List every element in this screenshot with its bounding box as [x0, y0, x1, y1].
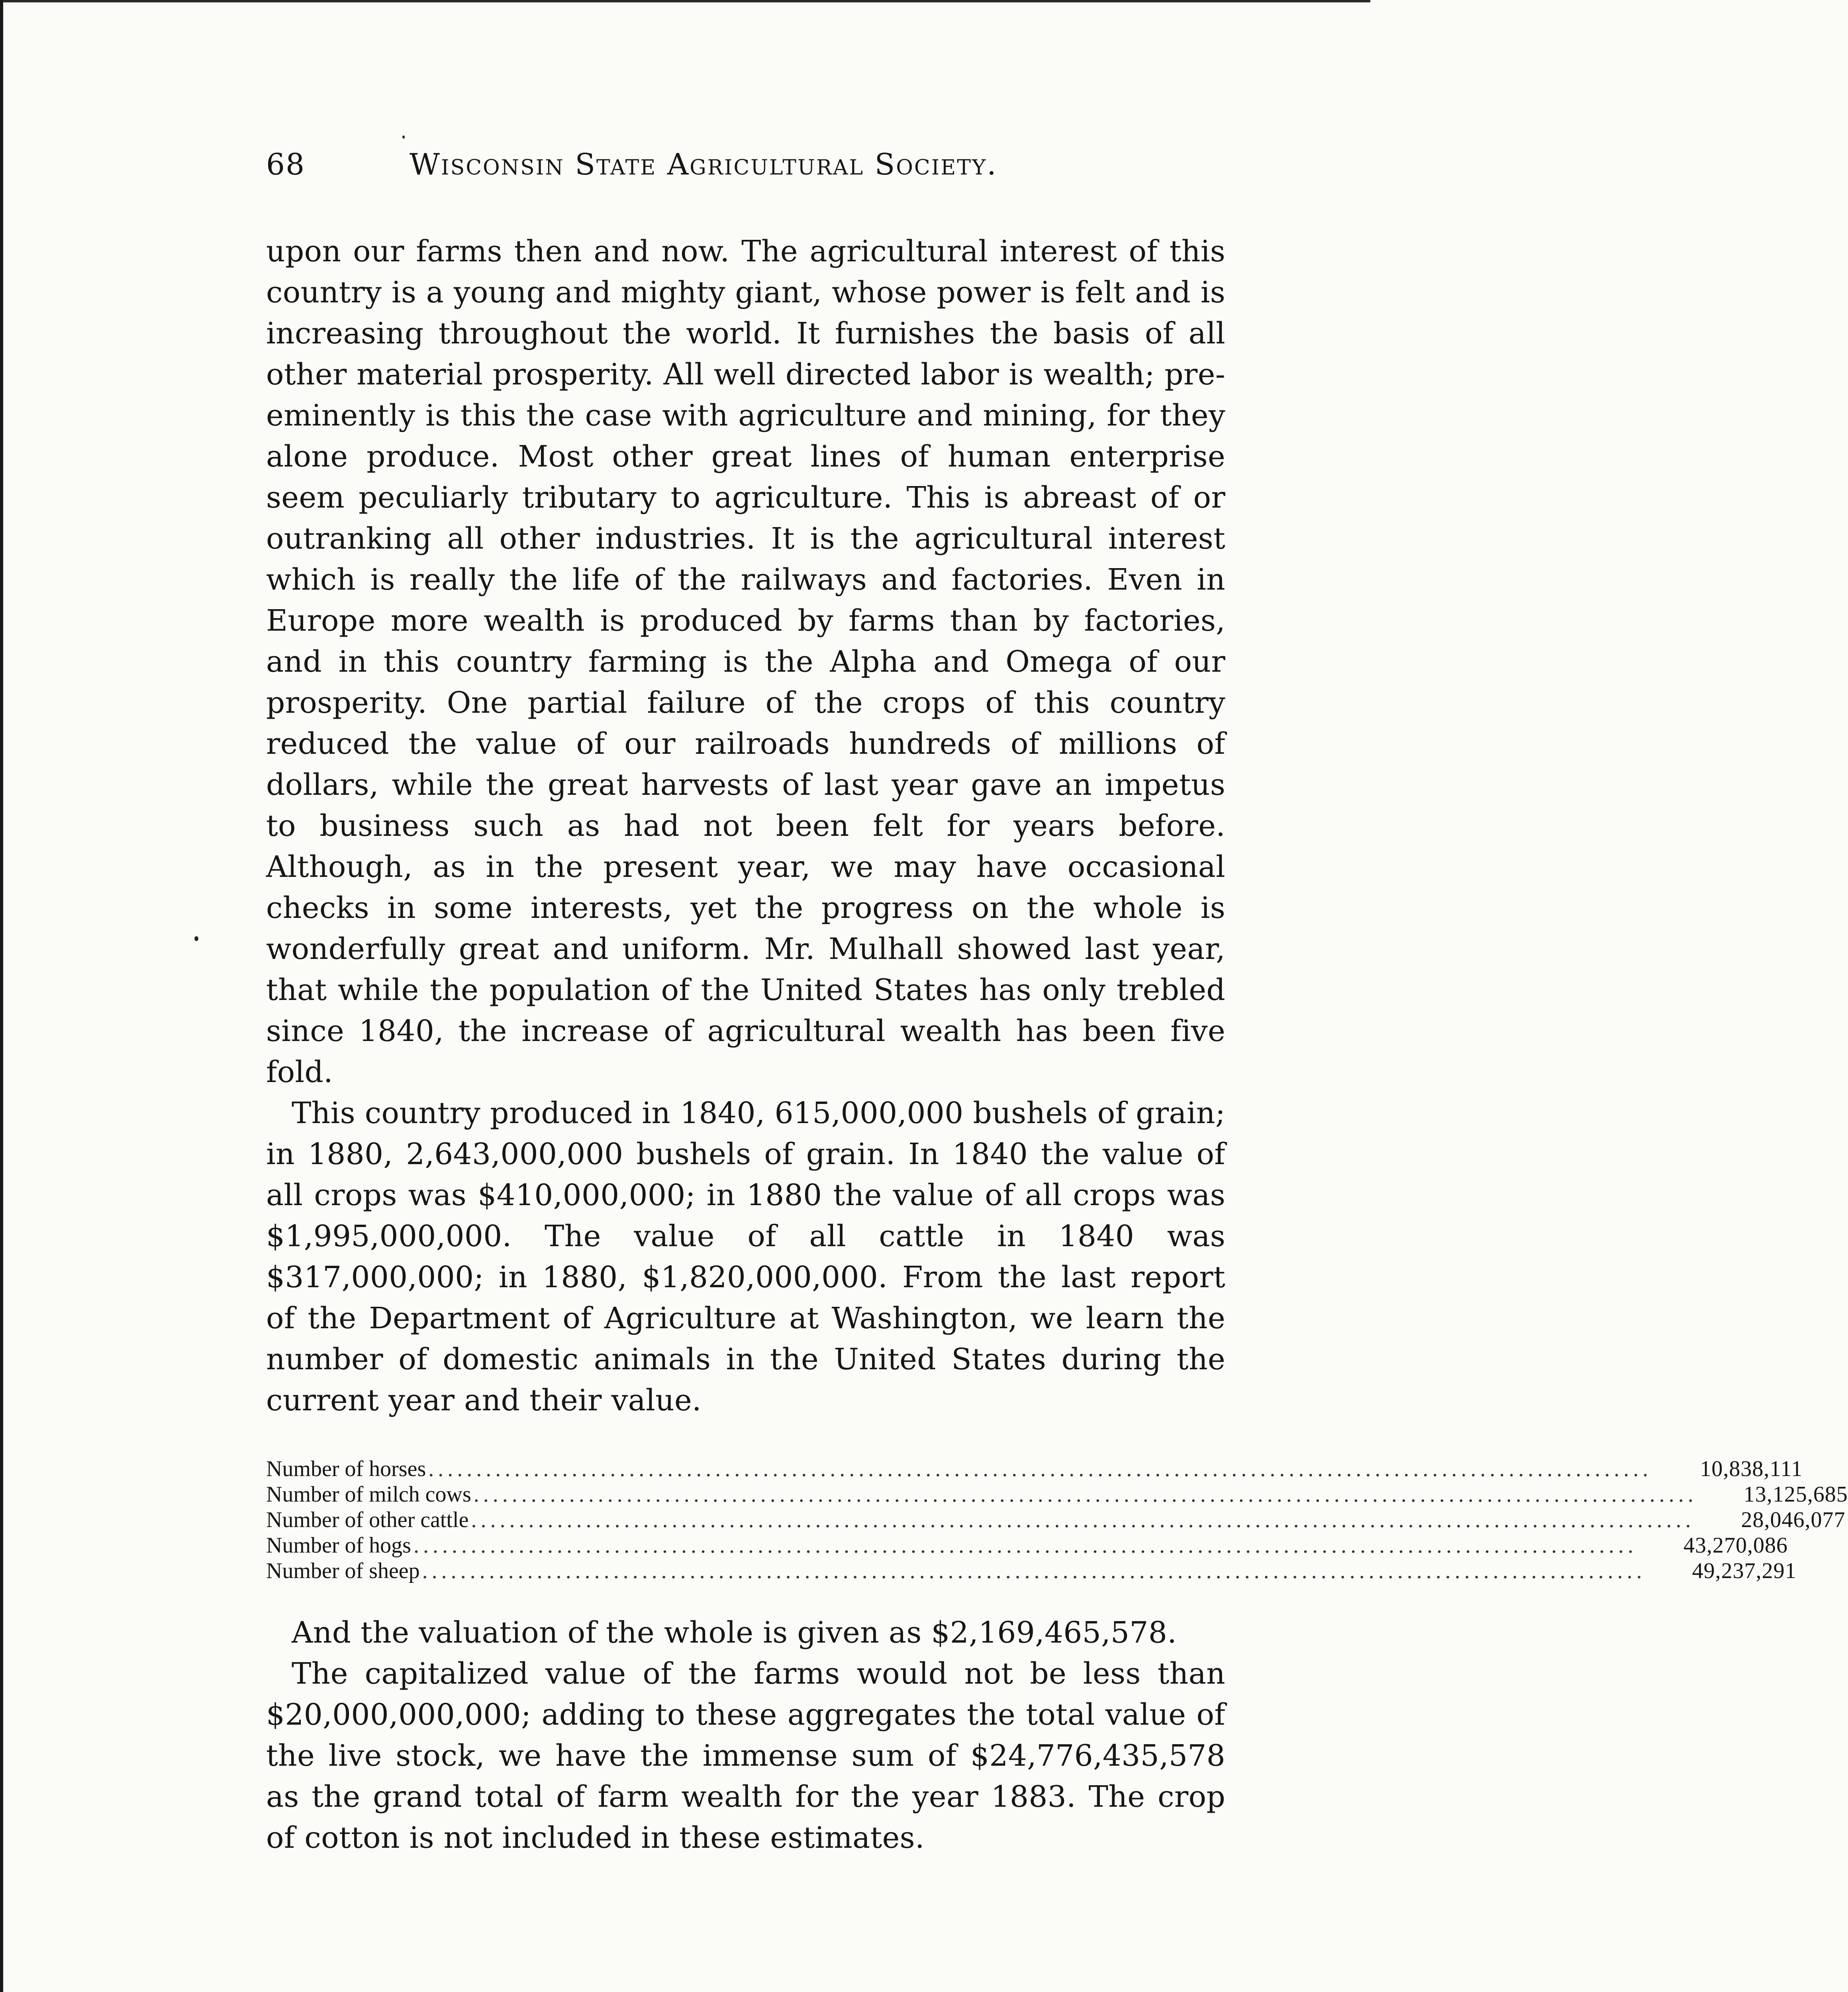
- table-row: [266, 1507, 1846, 1533]
- paragraph-2: This country produced in 1840, 615,000,000 bushels of grain; in 1880, 2,643,000,000 bushels of grain. In 1840 the value of all crops was $410,000,000; in 1880 the value of all crops was $1,995,000,000. The value of all cattle in 1840 was $317,000,000; in 1880, $1,820,000,000. From the last report of the Department of Agriculture at Washington, we learn the number of domestic animals in the United States during the current year and their value.: [266, 1096, 1225, 1418]
- dot-leader: ................................................................................................................................: [422, 1559, 1646, 1583]
- stat-value: 28,046,077: [1741, 1508, 1846, 1532]
- stat-label: Number of milch cows: [266, 1482, 471, 1507]
- page-number: 68: [266, 147, 306, 182]
- stat-value: 10,838,111: [1700, 1457, 1803, 1481]
- stat-value: 49,237,291: [1692, 1559, 1797, 1583]
- paragraph-valuation: And the valuation of the whole is given as $2,169,465,578.: [292, 1616, 1177, 1650]
- ink-speck: [402, 135, 405, 139]
- stat-label: Number of hogs: [266, 1533, 411, 1558]
- table-row: [266, 1482, 1848, 1507]
- stat-label: Number of sheep: [266, 1559, 420, 1583]
- dot-leader: ................................................................................................................................: [473, 1482, 1697, 1507]
- dot-leader: ................................................................................................................................: [413, 1533, 1637, 1558]
- stat-label: Number of other cattle: [266, 1508, 469, 1532]
- table-row: [266, 1558, 1797, 1584]
- stat-value: 43,270,086: [1683, 1533, 1788, 1558]
- scan-edge-left: [0, 0, 3, 1992]
- ink-speck: [194, 936, 198, 941]
- paragraph-capitalized-value: The capitalized value of the farms would not be less than $20,000,000,000; adding to these aggregates the total value of the live stock, we have the immense sum of $24,776,435,578 as the grand total of farm wealth for the year 1883. The crop of cotton is not included in these estimates.: [266, 1657, 1225, 1855]
- body-text: [266, 231, 1848, 1859]
- dot-leader: ................................................................................................................................: [471, 1508, 1695, 1532]
- paragraph-1: upon our farms then and now. The agricultural interest of this country is a young and mighty giant, whose power is felt and is increasing throughout the world. It furnishes the basis of all other material prosperity. All well directed labor is wealth; pre-eminently is this the case with agriculture and mining, for they alone produce. Most other great lines of human enterprise seem peculiarly tributary to agriculture. This is abreast of or outranking all other industries. It is the agricultural interest which is really the life of the railways and factories. Even in Europe more wealth is produced by farms than by factories, and in this country farming is the Alpha and Omega of our prosperity. One partial failure of the crops of this country reduced the value of our railroads hundreds of millions of dollars, while the great harvests of last year gave an impetus to business such as had not been felt for years before. Although, as in the present year, we may have occasional checks in some interests, yet the progress on the whole is wonderfully great and uniform. Mr. Mulhall showed last year, that while the population of the United States has only trebled since 1840, the increase of agricultural wealth has been five fold.: [266, 234, 1225, 1089]
- table-row: [266, 1533, 1788, 1558]
- dot-leader: ................................................................................................................................: [428, 1457, 1652, 1481]
- running-head: Wisconsin State Agricultural Society.: [410, 147, 997, 182]
- table-row: [266, 1456, 1803, 1482]
- stat-label: Number of horses: [266, 1457, 426, 1481]
- livestock-table: [266, 1456, 1848, 1584]
- stat-value: 13,125,685: [1743, 1482, 1848, 1507]
- scan-edge-top: [0, 0, 1370, 2]
- page-header: [266, 147, 1095, 183]
